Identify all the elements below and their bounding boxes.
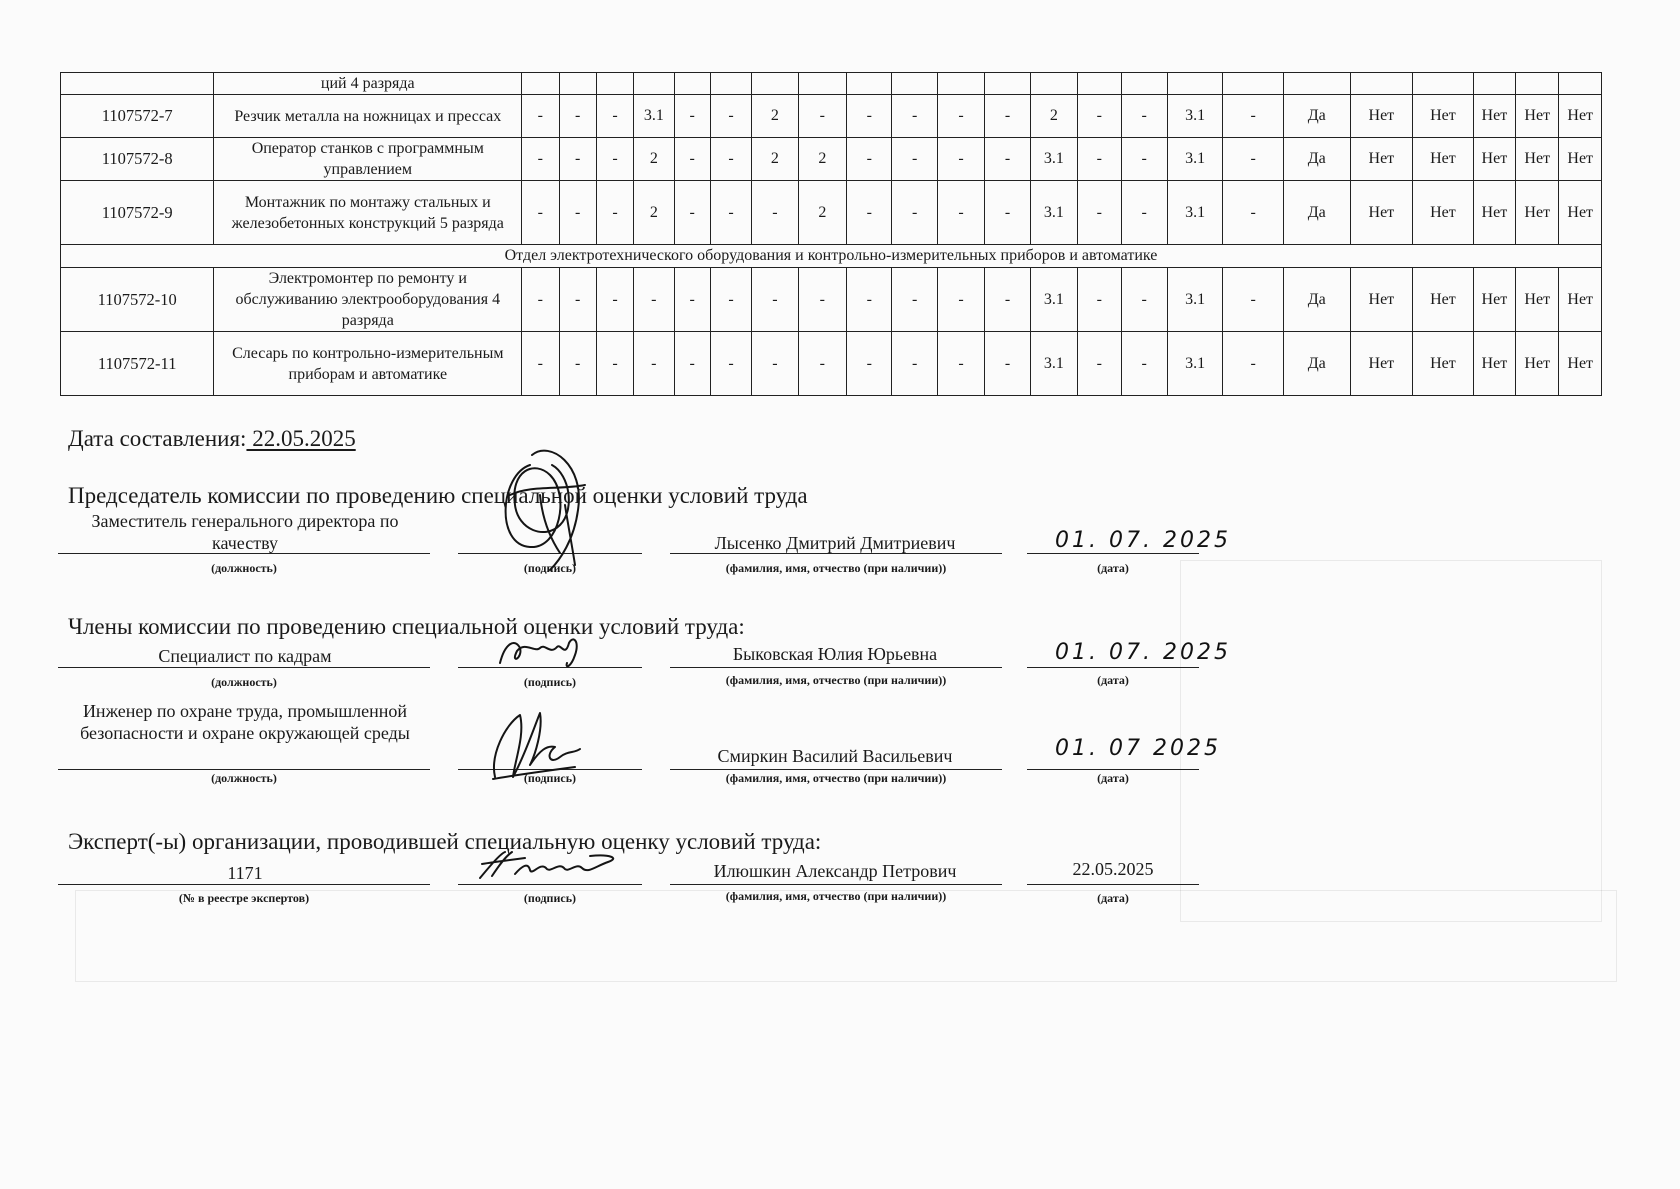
continued-row	[61, 73, 1602, 95]
value-cell	[752, 73, 798, 95]
value-cell	[1078, 73, 1121, 95]
value-cell: Нет	[1350, 138, 1413, 181]
value-cell: -	[847, 332, 892, 396]
value-cell: -	[596, 138, 633, 181]
value-cell: Нет	[1559, 332, 1602, 396]
workplace-name-cell: ций 4 разряда	[214, 73, 522, 95]
value-cell: Да	[1283, 181, 1350, 245]
value-cell: -	[937, 268, 984, 332]
caption-registry: (№ в реестре экспертов)	[178, 891, 310, 905]
value-cell: -	[674, 268, 710, 332]
value-cell: 3.1	[1167, 138, 1223, 181]
value-cell: -	[847, 268, 892, 332]
member-1-position: Специалист по кадрам	[158, 646, 332, 666]
chairman-name-line	[670, 553, 1002, 554]
value-cell: -	[937, 181, 984, 245]
value-cell: -	[798, 332, 846, 396]
assessment-results-table	[60, 72, 1602, 396]
value-cell: -	[559, 268, 596, 332]
value-cell: -	[1223, 138, 1284, 181]
value-cell: 2	[634, 138, 674, 181]
value-cell: -	[710, 268, 751, 332]
caption-position: (должность)	[211, 771, 277, 785]
chairman-date-line	[1027, 553, 1199, 554]
value-cell: -	[847, 138, 892, 181]
caption-date: (дата)	[1097, 673, 1129, 687]
value-cell: -	[985, 332, 1030, 396]
value-cell	[1121, 73, 1167, 95]
value-cell: 2	[634, 181, 674, 245]
value-cell: -	[985, 138, 1030, 181]
expert-heading: Эксперт(-ы) организации, проводившей специальную оценку условий труда:	[68, 829, 822, 854]
value-cell	[1473, 73, 1515, 95]
value-cell: -	[1121, 332, 1167, 396]
section-row	[61, 245, 1602, 268]
value-cell	[522, 73, 559, 95]
value-cell: -	[596, 181, 633, 245]
value-cell: -	[985, 268, 1030, 332]
value-cell	[892, 73, 937, 95]
value-cell: Да	[1283, 268, 1350, 332]
workplace-name-cell: Электромонтер по ремонту и обслуживанию электрооборудования 4 разряда	[214, 268, 522, 332]
workplace-code-cell: 1107572-10	[61, 268, 214, 332]
value-cell: -	[674, 181, 710, 245]
value-cell: 2	[752, 95, 798, 138]
value-cell: Нет	[1350, 181, 1413, 245]
caption-position: (должность)	[211, 675, 277, 689]
value-cell: 3.1	[1167, 181, 1223, 245]
compilation-date-label: Дата составления:	[68, 426, 247, 451]
value-cell: -	[798, 95, 846, 138]
value-cell: -	[522, 332, 559, 396]
value-cell: Нет	[1473, 138, 1515, 181]
member-2-date-line	[1027, 769, 1199, 770]
value-cell: -	[1223, 181, 1284, 245]
value-cell: Нет	[1350, 95, 1413, 138]
value-cell	[674, 73, 710, 95]
code-cell	[61, 73, 214, 95]
value-cell: -	[892, 181, 937, 245]
value-cell: 3.1	[1030, 181, 1077, 245]
member-1-signature	[495, 633, 585, 673]
value-cell	[596, 73, 633, 95]
caption-position: (должность)	[211, 561, 277, 575]
chairman-position: Заместитель генерального директора по качеству	[91, 511, 399, 553]
value-cell: 3.1	[1167, 268, 1223, 332]
value-cell: 3.1	[1030, 268, 1077, 332]
value-cell: Нет	[1350, 268, 1413, 332]
value-cell	[937, 73, 984, 95]
value-cell: -	[522, 268, 559, 332]
value-cell: Нет	[1413, 138, 1474, 181]
table-row	[61, 95, 1602, 138]
expert-registry-line	[58, 884, 430, 885]
value-cell: -	[892, 332, 937, 396]
value-cell: -	[985, 181, 1030, 245]
member-1-date-line	[1027, 667, 1199, 668]
member-1-date-handwritten: 01. 07. 2025	[1055, 640, 1231, 665]
member-1-name-line	[670, 667, 1002, 668]
expert-signature	[470, 848, 630, 888]
expert-name: Илюшкин Александр Петрович	[713, 861, 957, 881]
scan-artifact	[1180, 560, 1602, 922]
value-cell: Нет	[1473, 95, 1515, 138]
value-cell: Нет	[1350, 332, 1413, 396]
value-cell	[798, 73, 846, 95]
value-cell: -	[522, 95, 559, 138]
value-cell: Нет	[1516, 138, 1559, 181]
caption-signature: (подпись)	[523, 771, 577, 785]
chairman-heading: Председатель комиссии по проведению специальной оценки условий труда	[68, 483, 808, 508]
value-cell: 2	[798, 138, 846, 181]
value-cell: -	[752, 181, 798, 245]
value-cell	[847, 73, 892, 95]
value-cell: -	[1223, 332, 1284, 396]
workplace-code-cell: 1107572-9	[61, 181, 214, 245]
caption-signature: (подпись)	[523, 561, 577, 575]
value-cell: -	[674, 332, 710, 396]
workplace-name-cell: Монтажник по монтажу стальных и железобетонных конструкций 5 разряда	[214, 181, 522, 245]
value-cell: -	[559, 95, 596, 138]
value-cell: Нет	[1516, 332, 1559, 396]
value-cell: -	[559, 138, 596, 181]
expert-date: 22.05.2025	[1072, 859, 1154, 879]
compilation-date-line	[68, 426, 356, 452]
table-row	[61, 268, 1602, 332]
value-cell: 3.1	[1030, 332, 1077, 396]
value-cell: -	[847, 95, 892, 138]
member-2-position: Инженер по охране труда, промышленной безопасности и охране окружающей среды	[80, 701, 410, 743]
value-cell: -	[710, 95, 751, 138]
caption-fio: (фамилия, имя, отчество (при наличии))	[725, 561, 947, 575]
value-cell	[559, 73, 596, 95]
value-cell: Нет	[1413, 181, 1474, 245]
value-cell: -	[937, 332, 984, 396]
value-cell: 3.1	[1167, 95, 1223, 138]
value-cell: -	[1223, 268, 1284, 332]
member-2-name-line	[670, 769, 1002, 770]
caption-date: (дата)	[1097, 891, 1129, 905]
value-cell: -	[522, 181, 559, 245]
value-cell: Да	[1283, 332, 1350, 396]
member-1-position-line	[58, 667, 430, 668]
value-cell: -	[1078, 95, 1121, 138]
value-cell: 3.1	[1030, 138, 1077, 181]
value-cell: -	[596, 332, 633, 396]
value-cell: 2	[1030, 95, 1077, 138]
value-cell: -	[752, 332, 798, 396]
value-cell: -	[1121, 138, 1167, 181]
value-cell	[1350, 73, 1413, 95]
expert-registry-number: 1171	[227, 863, 263, 883]
value-cell: -	[674, 95, 710, 138]
caption-date: (дата)	[1097, 561, 1129, 575]
value-cell: -	[798, 268, 846, 332]
caption-date: (дата)	[1097, 771, 1129, 785]
value-cell	[634, 73, 674, 95]
value-cell: -	[710, 138, 751, 181]
value-cell: 2	[798, 181, 846, 245]
compilation-date-value: 22.05.2025	[246, 426, 356, 451]
value-cell: 3.1	[634, 95, 674, 138]
value-cell: -	[710, 181, 751, 245]
workplace-code-cell: 1107572-8	[61, 138, 214, 181]
value-cell: -	[1223, 95, 1284, 138]
expert-date-line	[1027, 884, 1199, 885]
value-cell: -	[1078, 332, 1121, 396]
value-cell: Да	[1283, 138, 1350, 181]
value-cell: -	[892, 95, 937, 138]
value-cell: Нет	[1413, 95, 1474, 138]
value-cell	[985, 73, 1030, 95]
value-cell: Нет	[1473, 268, 1515, 332]
value-cell: -	[892, 268, 937, 332]
caption-signature: (подпись)	[523, 675, 577, 689]
value-cell	[1413, 73, 1474, 95]
value-cell: Нет	[1473, 332, 1515, 396]
value-cell: -	[522, 138, 559, 181]
value-cell	[710, 73, 751, 95]
value-cell: 2	[752, 138, 798, 181]
value-cell: Нет	[1559, 181, 1602, 245]
value-cell	[1167, 73, 1223, 95]
workplace-name-cell: Резчик металла на ножницах и прессах	[214, 95, 522, 138]
member-1-name: Быковская Юлия Юрьевна	[732, 644, 938, 664]
value-cell: -	[937, 95, 984, 138]
caption-fio: (фамилия, имя, отчество (при наличии))	[725, 771, 947, 785]
chairman-position-line	[58, 553, 430, 554]
table-row	[61, 332, 1602, 396]
value-cell: Нет	[1516, 268, 1559, 332]
workplace-name-cell: Слесарь по контрольно-измерительным приборам и автоматике	[214, 332, 522, 396]
chairman-signature	[490, 435, 600, 575]
value-cell: -	[985, 95, 1030, 138]
section-title: Отдел электротехнического оборудования и контрольно-измерительных приборов и автоматике	[61, 245, 1602, 268]
value-cell	[1283, 73, 1350, 95]
workplace-code-cell: 1107572-7	[61, 95, 214, 138]
value-cell: Нет	[1559, 95, 1602, 138]
value-cell: -	[752, 268, 798, 332]
member-2-name: Смиркин Василий Васильевич	[717, 746, 953, 766]
value-cell: -	[674, 138, 710, 181]
value-cell: -	[1078, 138, 1121, 181]
value-cell: Нет	[1516, 181, 1559, 245]
value-cell: -	[559, 332, 596, 396]
value-cell: -	[559, 181, 596, 245]
value-cell: Нет	[1413, 332, 1474, 396]
table-row	[61, 181, 1602, 245]
value-cell: -	[634, 332, 674, 396]
value-cell: -	[1121, 268, 1167, 332]
value-cell: Нет	[1413, 268, 1474, 332]
value-cell: Да	[1283, 95, 1350, 138]
member-2-date-handwritten: 01. 07 2025	[1055, 736, 1221, 761]
value-cell: -	[1121, 95, 1167, 138]
value-cell: -	[892, 138, 937, 181]
caption-signature: (подпись)	[523, 891, 577, 905]
value-cell: Нет	[1559, 138, 1602, 181]
value-cell: -	[1078, 181, 1121, 245]
value-cell: -	[596, 268, 633, 332]
caption-fio: (фамилия, имя, отчество (при наличии))	[725, 673, 947, 687]
value-cell: -	[596, 95, 633, 138]
value-cell: -	[1121, 181, 1167, 245]
value-cell: Нет	[1516, 95, 1559, 138]
value-cell: 3.1	[1167, 332, 1223, 396]
value-cell: -	[847, 181, 892, 245]
member-2-position-line	[58, 769, 430, 770]
value-cell	[1559, 73, 1602, 95]
caption-fio: (фамилия, имя, отчество (при наличии))	[725, 889, 947, 903]
value-cell	[1223, 73, 1284, 95]
member-2-signature	[485, 705, 595, 785]
chairman-name: Лысенко Дмитрий Дмитриевич	[714, 533, 956, 553]
workplace-code-cell: 1107572-11	[61, 332, 214, 396]
members-heading: Члены комиссии по проведению специальной оценки условий труда:	[68, 614, 745, 639]
table-row	[61, 138, 1602, 181]
value-cell: Нет	[1559, 268, 1602, 332]
expert-name-line	[670, 884, 1002, 885]
chairman-date-handwritten: 01. 07. 2025	[1055, 528, 1231, 553]
workplace-name-cell: Оператор станков с программным управлением	[214, 138, 522, 181]
value-cell: -	[1078, 268, 1121, 332]
value-cell	[1030, 73, 1077, 95]
value-cell: -	[710, 332, 751, 396]
value-cell: -	[937, 138, 984, 181]
value-cell: Нет	[1473, 181, 1515, 245]
value-cell	[1516, 73, 1559, 95]
value-cell: -	[634, 268, 674, 332]
